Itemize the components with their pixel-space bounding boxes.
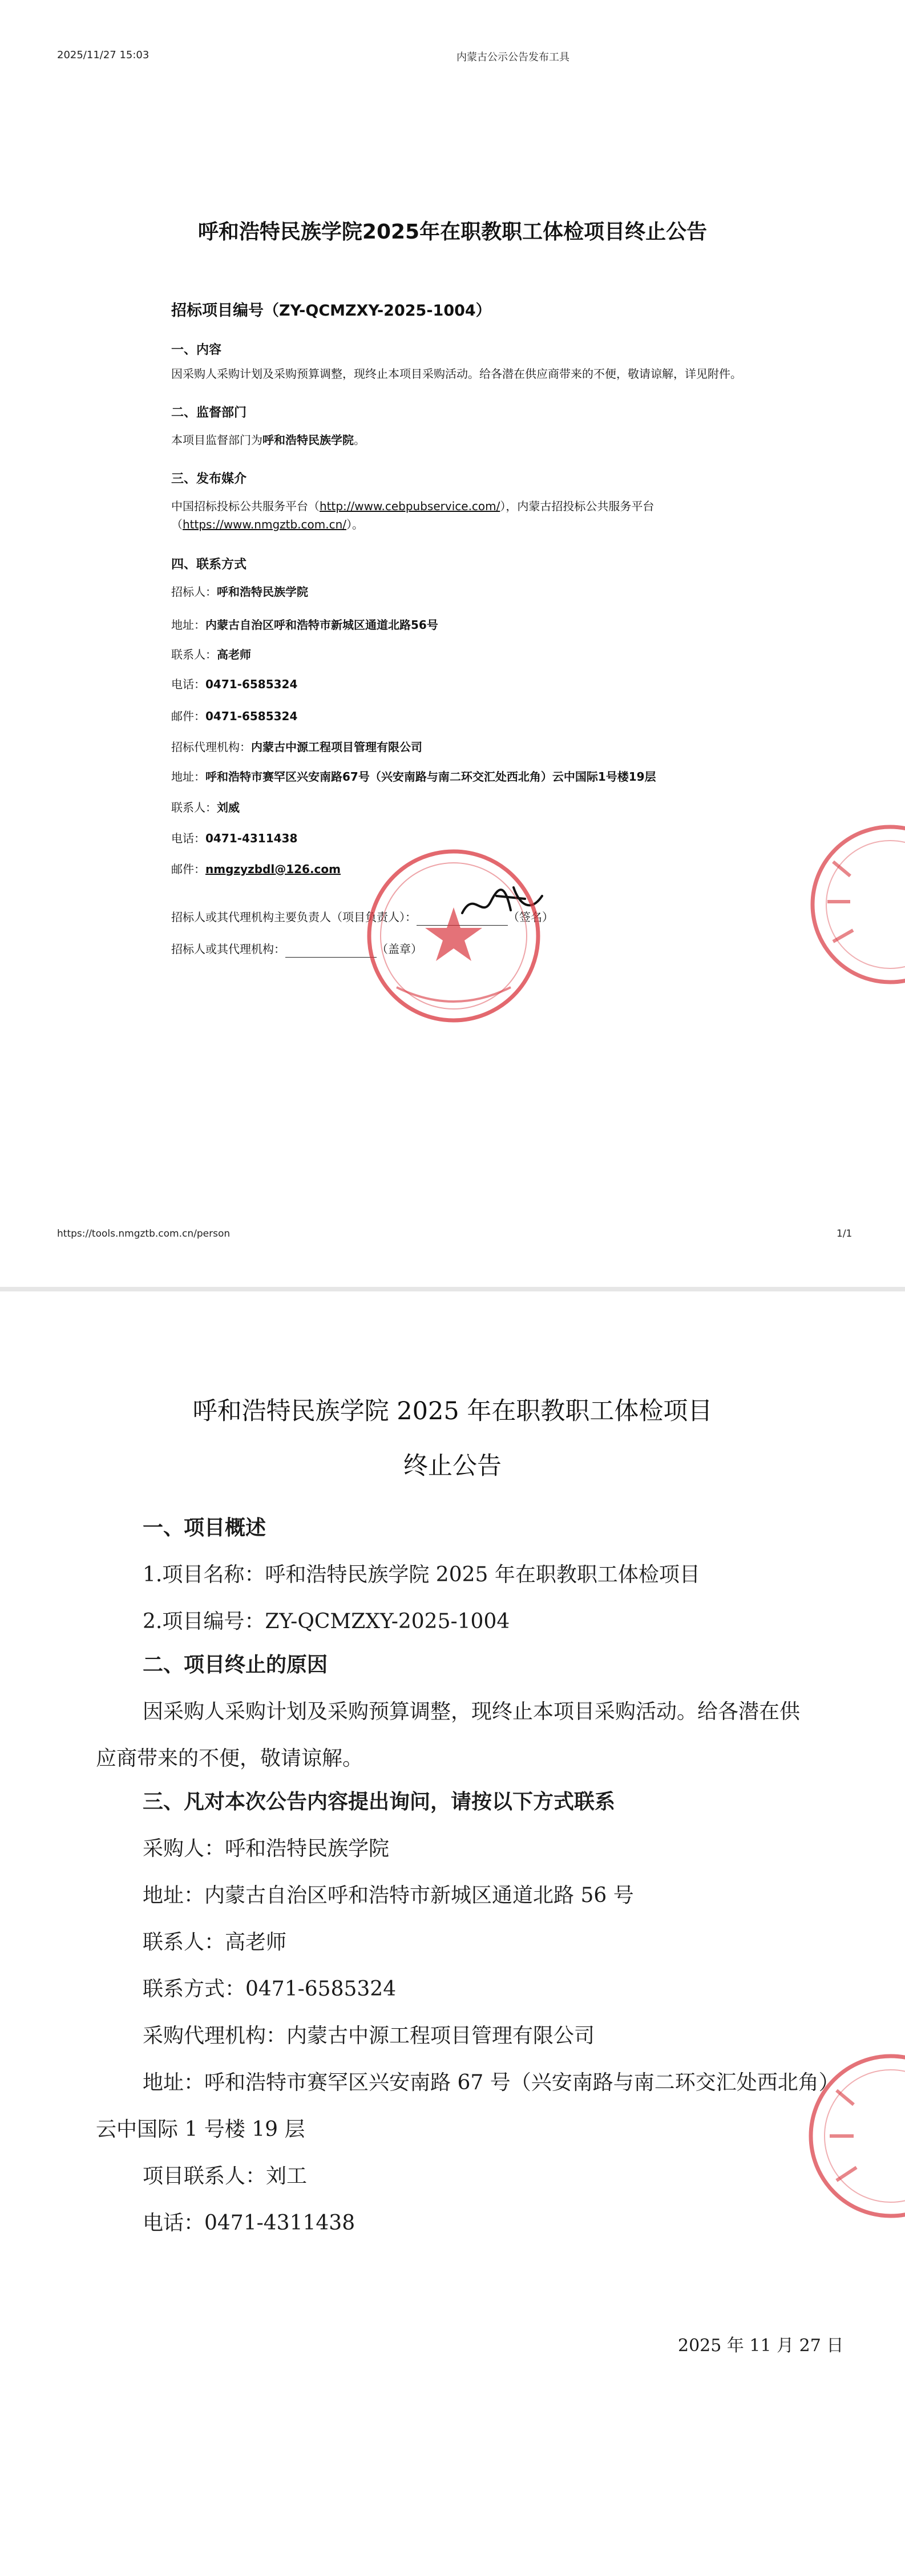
notice-date: 2025 年 11 月 27 日: [678, 2336, 844, 2356]
contact-agent: 招标代理机构：内蒙古中源工程项目管理有限公司: [171, 740, 422, 754]
section-heading-contact: 四、联系方式: [171, 558, 247, 572]
media-text: ），内蒙古招投标公共服务平台: [500, 499, 654, 513]
supervision-text: [171, 431, 365, 449]
official-seal: [362, 845, 545, 1027]
footer-url: https://tools.nmgztb.com.cn/person: [57, 1228, 231, 1239]
buyer-phone: 联系方式：0471-6585324: [143, 1977, 397, 2001]
reason-text-line-1: 因采购人采购计划及采购预算调整，现终止本项目采购活动。给各潜在供: [143, 1700, 801, 1723]
page-title: 呼和浩特民族学院2025年在职教职工体检项目终止公告: [197, 220, 708, 244]
notice-title-line-1: 呼和浩特民族学院 2025 年在职教职工体检项目: [192, 1397, 713, 1426]
signature-line-1: 招标人或其代理机构主要负责人（项目负责人）： （签名）: [171, 909, 553, 926]
page-1: [0, 0, 905, 1287]
project-name: 1.项目名称：呼和浩特民族学院 2025 年在职教职工体检项目: [143, 1563, 700, 1586]
media-text: 中国招标投标公共服务平台（: [171, 499, 320, 513]
media-text: （: [171, 518, 183, 531]
agent-address-line-2: 云中国际 1 号楼 19 层: [96, 2118, 305, 2141]
print-datetime: 2025/11/27 15:03: [57, 49, 150, 61]
print-app-name: 内蒙古公示公告发布工具: [456, 51, 569, 63]
buyer-contact-person: 联系人：高老师: [143, 1931, 287, 1954]
agent-address-line-1: 地址：呼和浩特市赛罕区兴安南路 67 号（兴安南路与南二环交汇处西北角）: [143, 2071, 839, 2094]
agent-contact-person: 项目联系人：刘工: [143, 2165, 308, 2188]
signature-line-2: 招标人或其代理机构： （盖章）: [171, 940, 422, 958]
contact-phone: 电话：0471-6585324: [171, 677, 298, 691]
contact-buyer: 招标人：呼和浩特民族学院: [171, 585, 308, 599]
project-code: 招标项目编号（ZY-QCMZXY-2025-1004）: [171, 302, 491, 320]
page-divider: [0, 1287, 905, 1291]
page-2: [0, 1291, 905, 2576]
buyer-address: 地址：内蒙古自治区呼和浩特市新城区通道北路 56 号: [143, 1884, 634, 1907]
section-heading-media: 三、发布媒介: [171, 472, 247, 486]
seal-fragment: [797, 2050, 905, 2222]
notice-title-line-2: 终止公告: [403, 1452, 502, 1480]
media-line-2: [171, 516, 363, 533]
contact-agent-person: 联系人：刘威: [171, 801, 240, 814]
contact-agent-mail: 邮件：nmgzyzbdl@126.com: [171, 862, 341, 876]
seal-fragment: [799, 822, 905, 987]
agent-mail-link[interactable]: nmgzyzbdl@126.com: [205, 862, 341, 876]
media-text: ）。: [346, 518, 364, 531]
section-heading-reason: 二、项目终止的原因: [143, 1653, 328, 1677]
contact-agent-address: 地址：呼和浩特市赛罕区兴安南路67号（兴安南路与南二环交汇处西北角）云中国际1号楼19层: [171, 770, 656, 784]
content-text: 因采购人采购计划及采购预算调整，现终止本项目采购活动。给各潜在供应商带来的不便，敬请谅解，详见附件。: [171, 367, 742, 381]
supervision-suffix: 。: [354, 433, 365, 447]
project-number: 2.项目编号：ZY-QCMZXY-2025-1004: [143, 1610, 510, 1633]
contact-mail: 邮件：0471-6585324: [171, 709, 298, 723]
section-heading-content: 一、内容: [171, 343, 222, 357]
footer-page-number: 1/1: [837, 1228, 853, 1239]
supervision-dept: 呼和浩特民族学院: [262, 433, 354, 447]
agent: 采购代理机构：内蒙古中源工程项目管理有限公司: [143, 2024, 595, 2048]
contact-address: 地址：内蒙古自治区呼和浩特市新城区通道北路56号: [171, 618, 438, 632]
supervision-prefix: 本项目监督部门为: [171, 433, 262, 447]
contact-person: 联系人：高老师: [171, 648, 251, 661]
buyer: 采购人：呼和浩特民族学院: [143, 1837, 390, 1860]
section-heading-inquiry: 三、凡对本次公告内容提出询问，请按以下方式联系: [143, 1790, 616, 1814]
cebpubservice-link[interactable]: http://www.cebpubservice.com/: [320, 499, 500, 513]
section-heading-supervision: 二、监督部门: [171, 406, 247, 420]
reason-text-line-2: 应商带来的不便，敬请谅解。: [96, 1747, 363, 1770]
section-heading-overview: 一、项目概述: [143, 1516, 266, 1540]
contact-agent-phone: 电话：0471-4311438: [171, 831, 298, 845]
nmgztb-link[interactable]: https://www.nmgztb.com.cn/: [183, 518, 347, 531]
media-line-1: [171, 498, 654, 515]
agent-phone: 电话：0471-4311438: [143, 2211, 355, 2235]
